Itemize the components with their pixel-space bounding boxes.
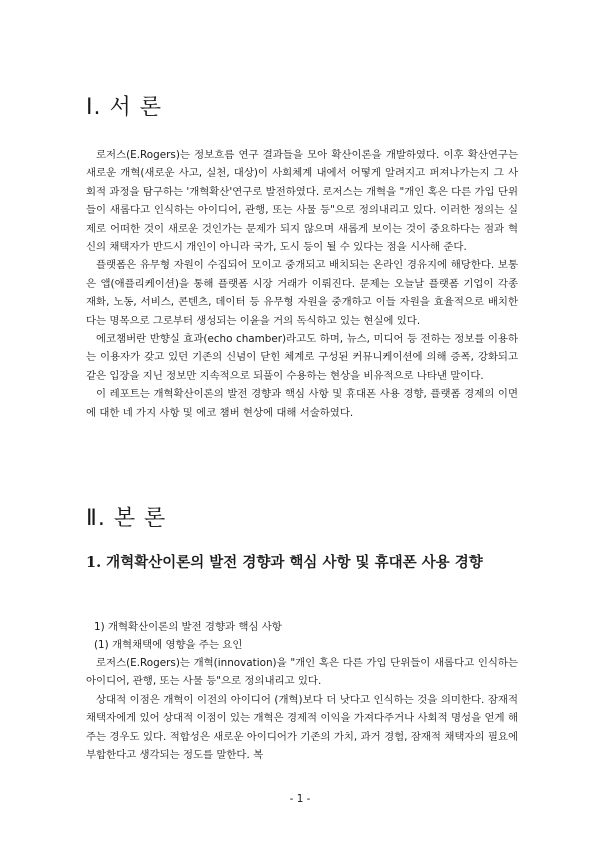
page-number: - 1 - xyxy=(289,793,311,805)
subsubsection-title: (1) 개혁채택에 영향을 주는 요인 xyxy=(94,639,243,651)
section-title: 1. 개혁확산이론의 발전 경향과 핵심 사항 및 휴대폰 사용 경향 xyxy=(86,554,483,571)
subsection-title: 1) 개혁확산이론의 발전 경향과 핵심 사항 xyxy=(94,621,282,633)
body-heading: Ⅱ. 본 론 xyxy=(86,506,167,531)
body-paragraph: 상대적 이점은 개혁이 이전의 아이디어 (개혁)보다 더 낫다고 인식하는 것을 의미한다. 잠재적 채택자에게 있어 상대적 이점이 있는 개혁은 경제적 이익을 가져다주거나 사회적 명성을 얻게 해주는 경우도 있다. 적합성은 새로운 아이디어가 기존의 가치, 과거 경험, 잠재적 채택자의 필요에 부합한다고 생각되는 정도를 말한다. 복 xyxy=(86,693,518,762)
body-paragraph: 로저스(E.Rogers)는 개혁(innovation)을 "개인 혹은 다른 가입 단위들이 새롭다고 인식하는 아이디어, 관행, 또는 사물 등"으로 정의내리고 있다. xyxy=(86,657,518,688)
body-text xyxy=(86,654,518,764)
intro-heading: Ⅰ. 서 론 xyxy=(86,95,162,120)
intro-paragraph: 에코챔버란 반향실 효과(echo chamber)라고도 하며, 뉴스, 미디어 등 전하는 정보를 이용하는 이용자가 갖고 있던 기존의 신념이 닫힌 체계로 구성된 커뮤니케이션에 의해 증폭, 강화되고 같은 입장을 지닌 정보만 지속적으로 되풀이 수용하는 현상을 비유적으로 나타낸 말이다. xyxy=(86,333,518,382)
intro-paragraph: 플랫폼은 유무형 자원이 수집되어 모이고 중개되고 배치되는 온라인 경유지에 해당한다. 보통은 앱(애플리케이션)을 통해 플랫폼 시장 거래가 이뤄진다. 문제는 오늘날 플랫폼 기업이 각종 재화, 노동, 서비스, 콘텐츠, 데이터 등 유무형 자원을 중개하고 이들 자원을 효율적으로 배치한다는 명목으로 그로부터 생성되는 이윤을 거의 독식하고 있는 현실에 있다. xyxy=(86,259,518,327)
intro-paragraph: 이 레포트는 개혁확산이론의 발전 경향과 핵심 사항 및 휴대폰 사용 경향, 플랫폼 경제의 이면에 대한 네 가지 사항 및 에코 챔버 현상에 대해 서술하였다. xyxy=(86,388,518,419)
intro-paragraph: 로저스(E.Rogers)는 정보흐름 연구 결과들을 모아 확산이론을 개발하였다. 이후 확산연구는 새로운 개혁(새로운 사고, 실천, 대상)이 사회체계 내에서 어떻게 알려지고 퍼져나가는지 그 사회적 과정을 탐구하는 '개혁확산'연구로 발전하였다. 로저스는 개혁을 "개인 혹은 다른 가입 단위들이 새롭다고 인식하는 아이디어, 관행, 또는 사물 등"으로 정의내리고 있다. 이러한 정의는 실제로 어떠한 것이 새로운 것인가는 문제가 되지 않으며 새롭게 보이는 것이 중요하다는 점과 혁신의 채택자가 반드시 개인이 아니라 국가, 도시 등이 될 수 있다는 점을 시사해 준다. xyxy=(86,149,518,254)
intro-body xyxy=(86,146,518,422)
